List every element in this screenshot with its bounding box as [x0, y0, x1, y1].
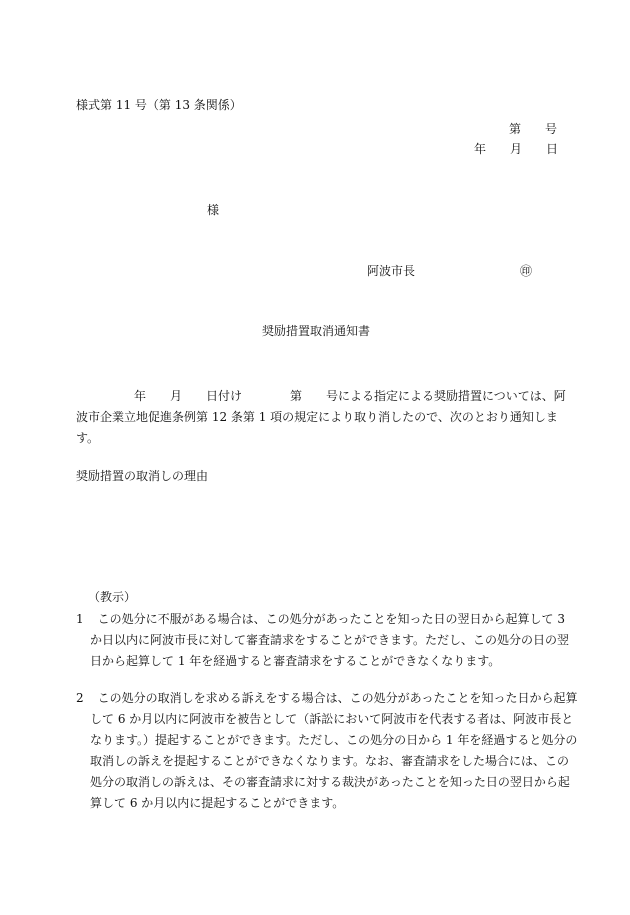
body-text: 年 月 日付け 第 号による指定による奨励措置については、阿波市企業立地促進条例第 12 条第 1 項の規定により取り消したので、次のとおり通知します。 [76, 389, 566, 445]
note-item [76, 609, 580, 672]
seal-mark: ㊞ [520, 264, 533, 278]
note-number: 1 [76, 612, 84, 626]
body-paragraph [76, 386, 566, 449]
issuer-label: 阿波市長 [367, 264, 416, 278]
note-text: この処分に不服がある場合は、この処分があったことを知った日の翌日から起算して 3 か日以内に阿波市長に対して審査請求をすることができます。ただし、この処分の日の翌日から起算して 1 年を経過すると審査請求をすることができなくなります。 [90, 612, 570, 668]
form-number: 様式第 11 号（第 13 条関係） [76, 98, 242, 112]
date-line: 年 月 日 [474, 142, 559, 156]
document-title: 奨励措置取消通知書 [262, 324, 371, 338]
reason-heading: 奨励措置の取消しの理由 [76, 469, 209, 483]
document-number-line: 第 号 [509, 122, 558, 136]
note-number: 2 [76, 691, 84, 705]
notes-heading: （教示） [88, 590, 137, 604]
note-text: この処分の取消しを求める訴えをする場合は、この処分があったことを知った日から起算して 6 か月以内に阿波市を被告として（訴訟において阿波市を代表する者は、阿波市長となります。）提起することができます。ただし、この処分の日から 1 年を経過すると処分の取消しの訴えを提起することができなくなります。なお、審査請求をした場合には、この処分の取消しの訴えは、その審査請求に対する裁決があったことを知った日の翌日から起算して 6 か月以内に提起することができます。 [90, 691, 578, 810]
recipient-honorific: 様 [207, 203, 220, 217]
note-item [76, 688, 580, 814]
